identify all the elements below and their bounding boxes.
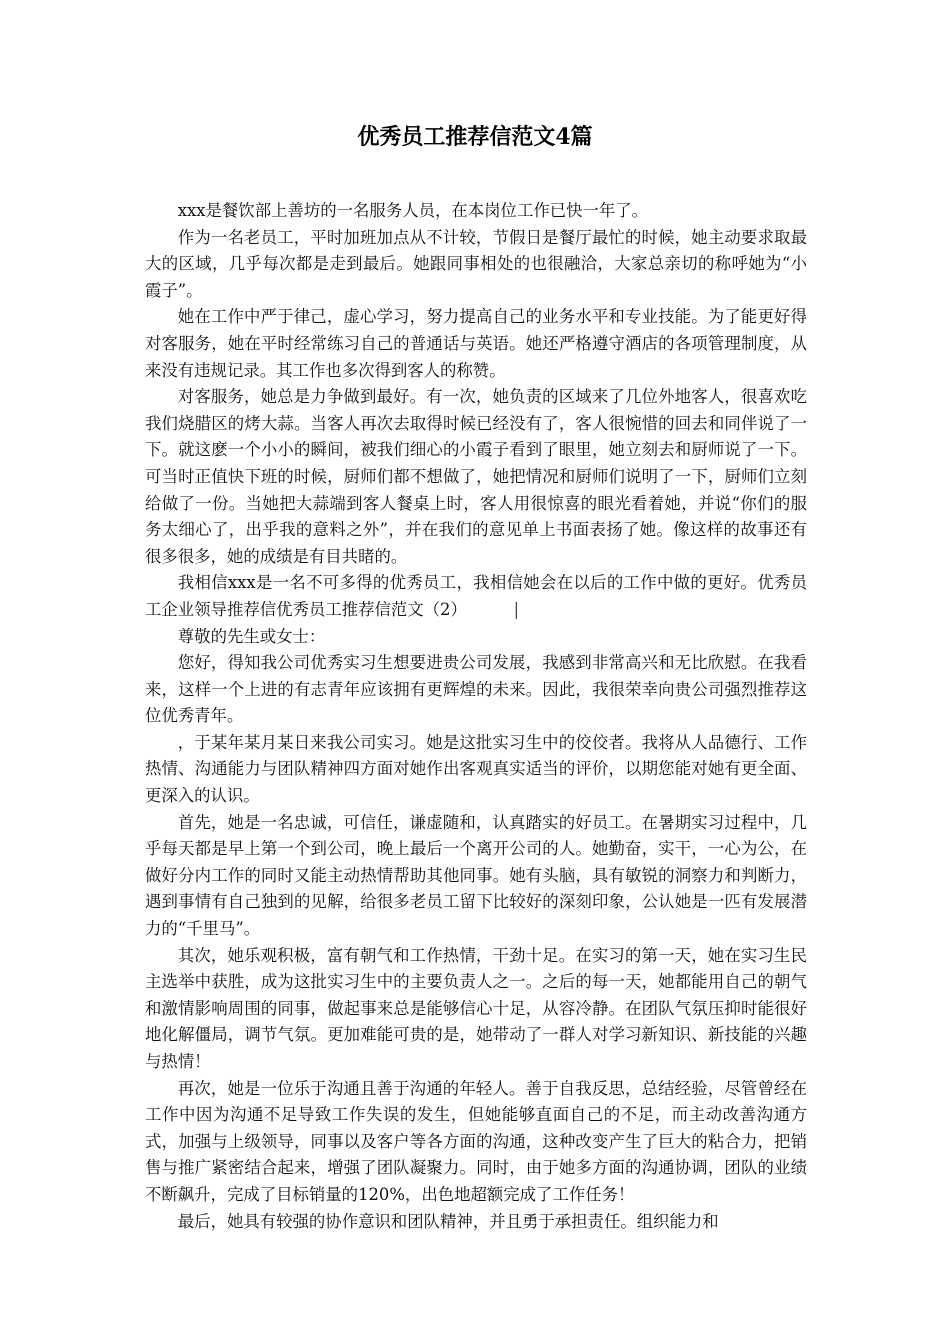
paragraph-2: 作为一名老员工，平时加班加点从不计较，节假日是餐厅最忙的时候，她主动要求取最大的区域，几乎每次都是走到最后。她跟同事相处的也很融洽，大家总亲切的称呼她为“小霞子”。 <box>145 227 807 300</box>
paragraph-11: 再次，她是一位乐于沟通且善于沟通的年轻人。善于自我反思，总结经验，尽管曾经在工作中因为沟通不足导致工作失误的发生，但她能够直面自己的不足，而主动改善沟通方式，加强与上级领导，同事以及客户等各方面的沟通，这种改变产生了巨大的粘合力，把销售与推广紧密结合起来，增强了团队凝聚力。同时，由于她多方面的沟通协调，团队的业绩不断飙升，完成了目标销量的120%，出色地超额完成了工作任务！ <box>145 1078 807 1204</box>
paragraph-8: ，于某年某月某日来我公司实习。她是这批实习生中的佼佼者。我将从人品德行、工作热情、沟通能力与团队精神四方面对她作出客观真实适当的评价，以期您能对她有更全面、更深入的认识。 <box>145 732 807 806</box>
text-cursor: | <box>513 599 520 619</box>
paragraph-5 <box>145 570 807 623</box>
paragraph-9: 首先，她是一名忠诚，可信任，谦虚随和，认真踏实的好员工。在暑期实习过程中，几乎每天都是早上第一个到公司，晚上最后一个离开公司的人。她勤奋，实干，一心为公，在做好分内工作的同时又能主动热情帮助其他同事。她有头脑，具有敏锐的洞察力和判断力，遇到事情有自己独到的见解，给很多老员工留下比较好的深刻印象，公认她是一匹有发展潜力的“千里马”。 <box>145 812 807 939</box>
document-title: 优秀员工推荐信范文4篇 <box>357 124 593 150</box>
document-body <box>145 198 807 1235</box>
paragraph-12: 最后，她具有较强的协作意识和团队精神，并且勇于承担责任。组织能力和 <box>177 1211 719 1231</box>
paragraph-1: xxx是餐饮部上善坊的一名服务人员，在本岗位工作已快一年了。 <box>177 201 649 220</box>
paragraph-6: 尊敬的先生或女士： <box>177 626 326 646</box>
paragraph-10: 其次，她乐观积极，富有朝气和工作热情，干劲十足。在实习的第一天，她在实习生民主选举中获胜，成为这批实习生中的主要负责人之一。之后的每一天，她都能用自己的朝气和激情影响周围的同事，做起事来总是能够信心十足，从容冷静。在团队气氛压抑时能很好地化解僵局，调节气氛。更加难能可贵的是，她带动了一群人对学习新知识、新技能的兴趣与热情！ <box>145 945 807 1071</box>
paragraph-4: 对客服务，她总是力争做到最好。有一次，她负责的区域来了几位外地客人，很喜欢吃我们烧腊区的烤大蒜。当客人再次去取得时候已经没有了，客人很惋惜的回去和同伴说了一下。就这麽一个小小的瞬间，被我们细心的小霞子看到了眼里，她立刻去和厨师说了一下。可当时正值快下班的时候，厨师们都不想做了，她把情况和厨师们说明了一下，厨师们立刻给做了一份。当她把大蒜端到客人餐桌上时，客人用很惊喜的眼光看着她，并说“你们的服务太细心了，出乎我的意料之外”，并在我们的意见单上书面表扬了她。像这样的故事还有很多很多，她的成绩是有目共睹的。 <box>145 387 807 566</box>
paragraph-3: 她在工作中严于律己，虚心学习，努力提高自己的业务水平和专业技能。为了能更好得对客服务，她在平时经常练习自己的普通话与英语。她还严格遵守酒店的各项管理制度，从来没有违规记录。其工作也多次得到客人的称赞。 <box>145 307 807 380</box>
paragraph-7: 您好，得知我公司优秀实习生想要进贵公司发展，我感到非常高兴和无比欣慰。在我看来，这样一个上进的有志青年应该拥有更辉煌的未来。因此，我很荣幸向贵公司强烈推荐这位优秀青年。 <box>145 653 807 726</box>
paragraph-5-text: 我相信xxx是一名不可多得的优秀员工，我相信她会在以后的工作中做的更好。优秀员工企业领导推荐信优秀员工推荐信范文（2） <box>145 573 807 619</box>
